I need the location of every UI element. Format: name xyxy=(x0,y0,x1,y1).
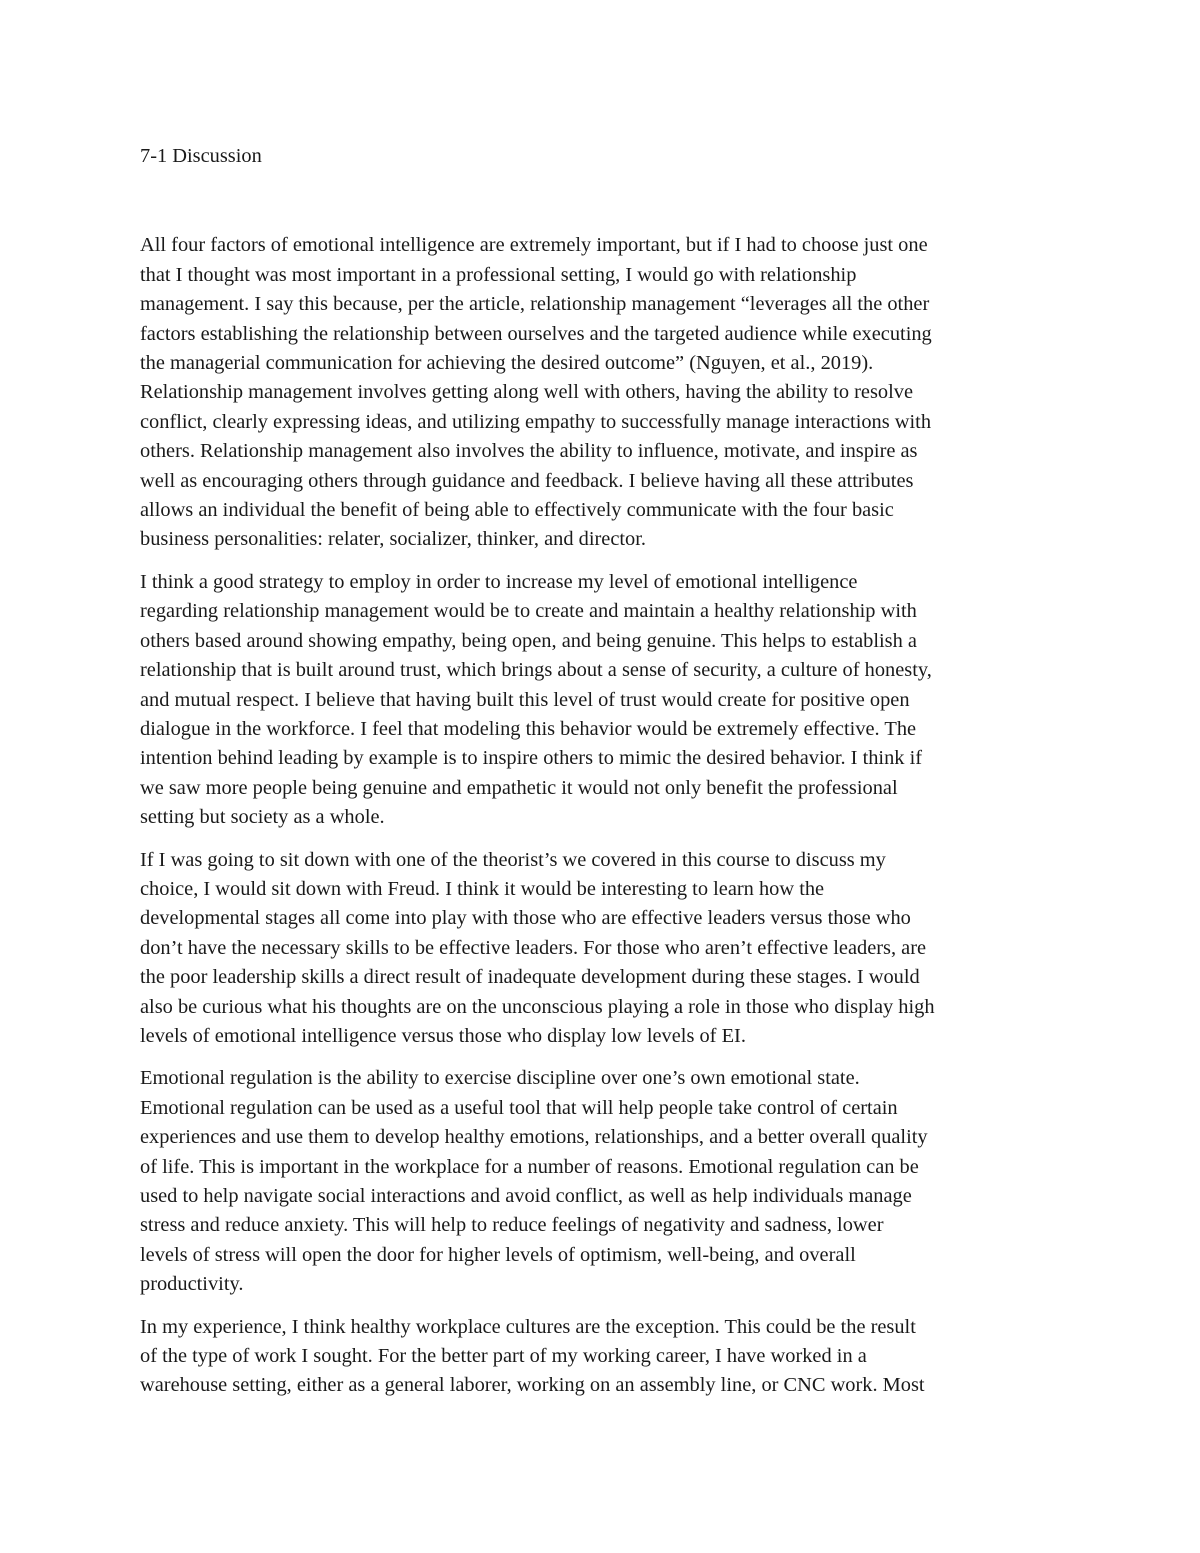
paragraph-4 xyxy=(140,1064,1065,1299)
text-line: conflict, clearly expressing ideas, and utilizing empathy to successfully manage interactions with xyxy=(140,410,932,433)
text-line: regarding relationship management would be to create and maintain a healthy relationship with xyxy=(140,600,917,623)
text-line: warehouse setting, either as a general laborer, working on an assembly line, or CNC work. Most xyxy=(140,1374,925,1397)
text-line: of the type of work I sought. For the better part of my working career, I have worked in a xyxy=(140,1345,867,1368)
text-line: of life. This is important in the workplace for a number of reasons. Emotional regulation can be xyxy=(140,1155,919,1178)
text-line: levels of emotional intelligence versus those who display low levels of EI. xyxy=(140,1024,746,1047)
text-line: and mutual respect. I believe that having built this level of trust would create for positive open xyxy=(140,688,910,711)
document-title: 7-1 Discussion xyxy=(140,145,262,167)
text-line: factors establishing the relationship between ourselves and the targeted audience while executing xyxy=(140,322,932,345)
text-line: I think a good strategy to employ in order to increase my level of emotional intelligence xyxy=(140,570,858,593)
text-line: we saw more people being genuine and empathetic it would not only benefit the professional xyxy=(140,776,898,799)
text-line: the managerial communication for achieving the desired outcome” (Nguyen, et al., 2019). xyxy=(140,352,874,375)
text-line: stress and reduce anxiety. This will help to reduce feelings of negativity and sadness, lower xyxy=(140,1214,884,1237)
text-line: Emotional regulation can be used as a useful tool that will help people take control of certain xyxy=(140,1096,898,1119)
text-line: don’t have the necessary skills to be effective leaders. For those who aren’t effective leaders, are xyxy=(140,936,927,959)
paragraph-5 xyxy=(140,1313,1065,1401)
text-line: choice, I would sit down with Freud. I think it would be interesting to learn how the xyxy=(140,877,825,900)
text-line: All four factors of emotional intelligence are extremely important, but if I had to choose just one xyxy=(140,234,928,257)
text-line: used to help navigate social interactions and avoid conflict, as well as help individuals manage xyxy=(140,1185,912,1207)
document-body xyxy=(140,142,1065,1414)
text-line: intention behind leading by example is to inspire others to mimic the desired behavior. I think if xyxy=(140,747,923,770)
text-line: well as encouraging others through guidance and feedback. I believe having all these attributes xyxy=(140,469,914,492)
text-line: others. Relationship management also involves the ability to influence, motivate, and inspire as xyxy=(140,440,918,463)
text-line: In my experience, I think healthy workplace cultures are the exception. This could be the result xyxy=(140,1315,916,1338)
text-line: Emotional regulation is the ability to exercise discipline over one’s own emotional state. xyxy=(140,1067,860,1090)
text-line: allows an individual the benefit of being able to effectively communicate with the four basic xyxy=(140,499,894,522)
text-line: Relationship management involves getting along well with others, having the ability to resolve xyxy=(140,381,913,404)
text-line: developmental stages all come into play with those who are effective leaders versus those who xyxy=(140,907,911,930)
text-line: also be curious what his thoughts are on the unconscious playing a role in those who display high xyxy=(140,995,935,1018)
text-line: the poor leadership skills a direct result of inadequate development during these stages. I would xyxy=(140,966,920,989)
text-line: If I was going to sit down with one of the theorist’s we covered in this course to discuss my xyxy=(140,848,886,871)
text-line: that I thought was most important in a professional setting, I would go with relationship xyxy=(140,263,857,286)
text-line: management. I say this because, per the article, relationship management “leverages all the other xyxy=(140,293,930,316)
text-line: levels of stress will open the door for higher levels of optimism, well-being, and overall xyxy=(140,1243,856,1266)
text-line: business personalities: relater, socializer, thinker, and director. xyxy=(140,528,647,551)
paragraph-3 xyxy=(140,846,1065,1052)
paragraph-1 xyxy=(140,231,1065,554)
paragraph-2 xyxy=(140,568,1065,833)
text-line: relationship that is built around trust, which brings about a sense of security, a culture of honesty, xyxy=(140,659,932,682)
text-line: experiences and use them to develop healthy emotions, relationships, and a better overall quality xyxy=(140,1126,928,1149)
text-line: productivity. xyxy=(140,1273,244,1296)
text-line: dialogue in the workforce. I feel that modeling this behavior would be extremely effective. The xyxy=(140,717,917,740)
text-line: setting but society as a whole. xyxy=(140,806,385,829)
text-line: others based around showing empathy, being open, and being genuine. This helps to establish a xyxy=(140,629,917,652)
